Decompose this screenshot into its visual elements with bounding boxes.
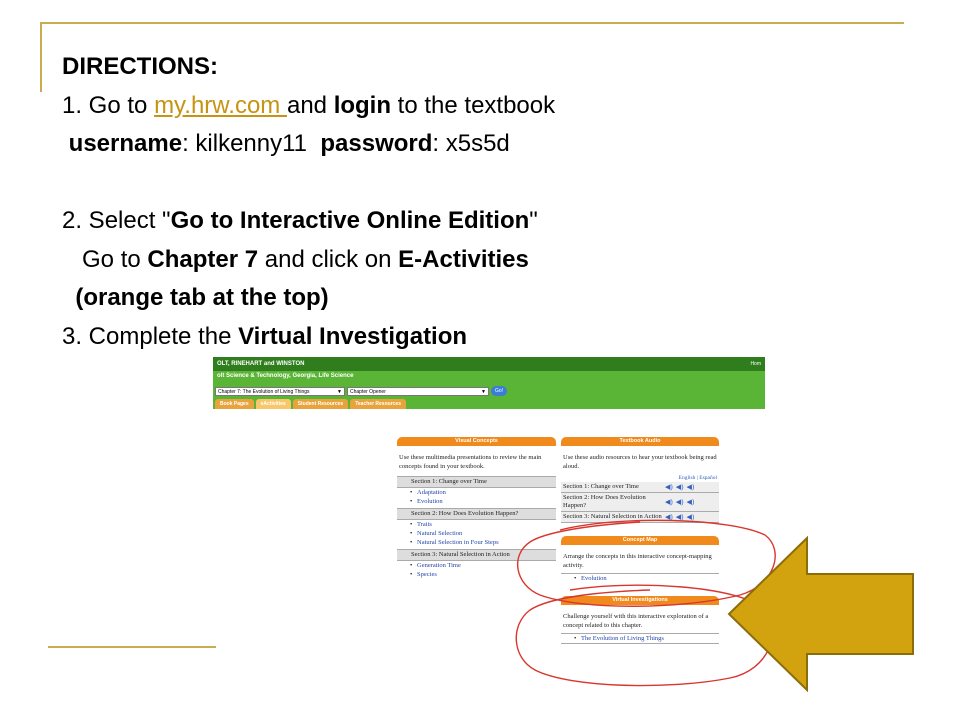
virtual-investigations-title: Virtual Investigations xyxy=(561,596,719,605)
step1-suffix: to the textbook xyxy=(391,91,556,119)
tab-book-pages[interactable]: Book Pages xyxy=(215,399,254,409)
concept-map-title: Concept Map xyxy=(561,536,719,545)
section-header: Section 2: How Does Evolution Happen? xyxy=(397,508,556,520)
section-header: Section 3: Natural Selection in Action xyxy=(397,549,556,561)
step2-prefix: 2. Select " xyxy=(62,207,171,234)
speaker-icon[interactable]: ◀) xyxy=(665,483,673,491)
list-item[interactable]: • Natural Selection xyxy=(397,529,556,538)
speaker-icon[interactable]: ◀) xyxy=(686,513,695,521)
list-item[interactable]: • Natural Selection in Four Steps xyxy=(397,538,556,547)
list-item[interactable]: • Traits xyxy=(397,520,556,529)
virtual-investigations-desc: Challenge yourself with this interactive exploration of a concept related to this chapter. xyxy=(563,613,709,629)
orange-tab-note: (orange tab at the top) xyxy=(62,284,329,311)
section-select-value: Chapter Opener xyxy=(350,389,386,395)
password-value: : x5s5d xyxy=(432,130,510,157)
left-rule xyxy=(40,22,42,92)
textbook-audio-desc: Use these audio resources to hear your textbook being read aloud. xyxy=(563,454,717,470)
step2b-mid: and click on xyxy=(258,245,399,273)
list-item[interactable]: • Species xyxy=(397,570,556,579)
tab-eactivities[interactable]: eActivities xyxy=(256,399,291,409)
chapter-select[interactable] xyxy=(215,387,345,396)
username-value: : kilkenny11 xyxy=(182,130,321,157)
left-arrow-icon[interactable] xyxy=(727,536,917,692)
visual-concepts-desc: Use these multimedia presentations to review the main concepts found in your textbook. xyxy=(399,454,542,470)
course-name: olt Science & Technology, Georgia, Life Science xyxy=(217,373,354,379)
hrw-header xyxy=(213,357,765,409)
textbook-audio-title: Textbook Audio xyxy=(561,437,719,446)
section-select[interactable] xyxy=(347,387,489,396)
audio-row-label: Section 1: Change over Time xyxy=(563,483,639,490)
home-link[interactable]: Hom xyxy=(750,361,761,367)
directions-text xyxy=(62,48,555,356)
step2-suffix: " xyxy=(529,207,538,234)
chapter-select-value: Chapter 7: The Evolution of Living Things xyxy=(218,389,310,395)
concept-map-desc: Arrange the concepts in this interactive concept-mapping activity. xyxy=(563,553,712,569)
chapter-text: Chapter 7 xyxy=(147,245,259,273)
list-item[interactable]: • Generation Time xyxy=(397,561,556,570)
visual-concepts-title: Visual Concepts xyxy=(397,437,556,446)
step2b-prefix: Go to xyxy=(62,245,148,273)
audio-row-label: Section 2: How Does Evolution Happen? xyxy=(563,494,646,509)
eactivities-text: E-Activities xyxy=(398,245,529,273)
top-rule xyxy=(40,22,904,24)
speaker-icon[interactable]: ◀) xyxy=(675,483,684,491)
list-item[interactable]: • The Evolution of Living Things xyxy=(561,633,719,644)
step3-prefix: 3. Complete the xyxy=(62,322,239,350)
audio-row xyxy=(561,482,719,493)
step2-bold: Go to Interactive Online Edition xyxy=(170,207,530,234)
bottom-left-rule xyxy=(48,646,216,648)
password-label: password xyxy=(320,130,433,157)
language-links[interactable]: English | Español xyxy=(678,475,717,481)
speaker-icon[interactable]: ◀) xyxy=(686,498,695,506)
audio-row-label: Section 3: Natural Selection in Action xyxy=(563,513,662,520)
speaker-icon[interactable]: ◀) xyxy=(675,498,684,506)
speaker-icon[interactable]: ◀) xyxy=(686,483,695,491)
tab-student-resources[interactable]: Student Resources xyxy=(293,399,349,409)
go-button[interactable]: Go! xyxy=(491,386,507,396)
virtual-investigation-text: Virtual Investigation xyxy=(238,322,468,350)
tab-bar xyxy=(213,399,406,409)
speaker-icon[interactable]: ◀) xyxy=(665,498,673,506)
chevron-down-icon: ▼ xyxy=(337,389,342,395)
list-item[interactable]: • Adaptation xyxy=(397,488,556,497)
username-label: username xyxy=(68,130,183,157)
tab-teacher-resources[interactable]: Teacher Resources xyxy=(350,399,406,409)
step1-prefix: 1. Go to xyxy=(62,91,155,119)
list-item[interactable]: • Evolution xyxy=(561,573,719,583)
speaker-icon[interactable]: ◀) xyxy=(675,513,684,521)
chevron-down-icon: ▼ xyxy=(481,389,486,395)
speaker-icon[interactable]: ◀) xyxy=(665,513,673,521)
directions-heading: DIRECTIONS: xyxy=(62,53,218,80)
step1-mid: and xyxy=(286,91,334,119)
hrw-link[interactable]: my.hrw.com xyxy=(154,91,287,119)
login-text: login xyxy=(333,91,392,119)
publisher-name: OLT, RINEHART and WINSTON xyxy=(213,357,765,371)
section-header: Section 1: Change over Time xyxy=(397,476,556,488)
list-item[interactable]: • Evolution xyxy=(397,497,556,506)
